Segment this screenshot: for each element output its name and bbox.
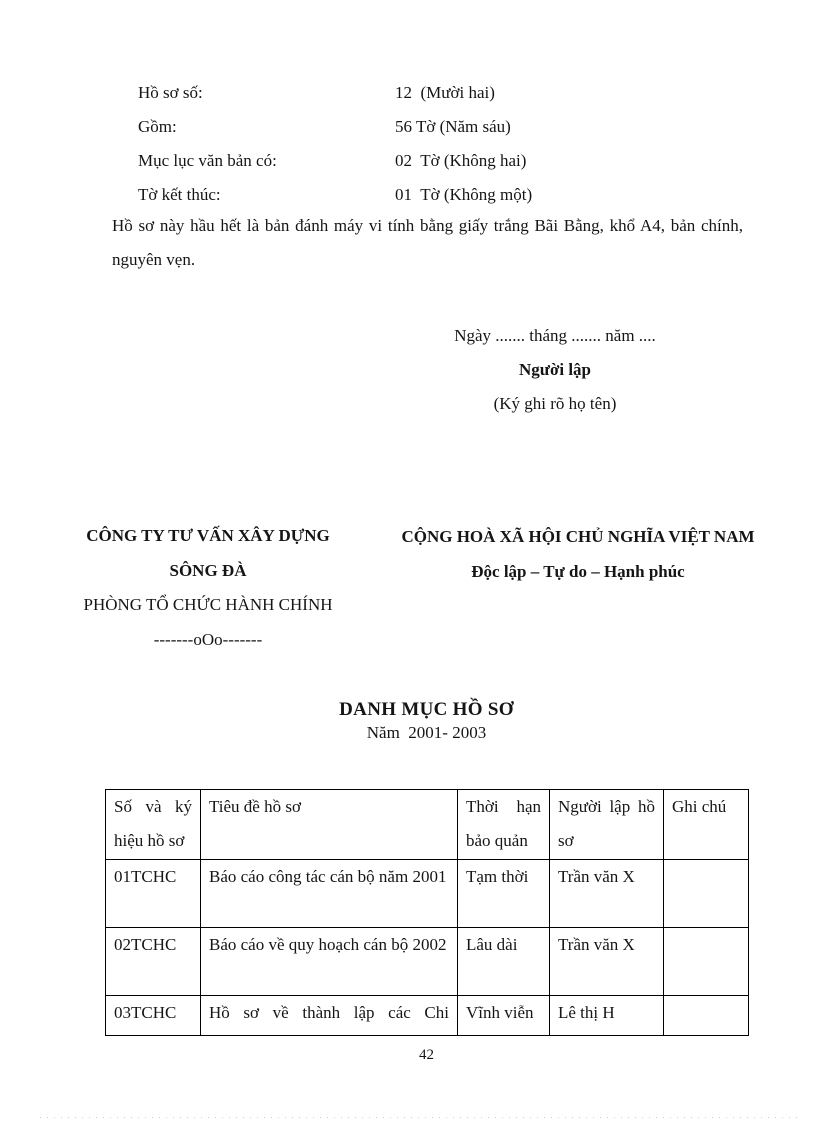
files-table <box>105 789 749 1036</box>
cell-note <box>664 860 749 928</box>
document-title-block <box>105 697 748 744</box>
cell-creator: Lê thị H <box>550 996 664 1036</box>
document-subtitle: Năm 2001- 2003 <box>366 723 487 742</box>
cell-retention: Lâu dài <box>458 928 550 996</box>
company-name-line2: SÔNG ĐÀ <box>169 560 247 580</box>
cell-creator: Trần văn X <box>550 928 664 996</box>
national-title: CỘNG HOÀ XÃ HỘI CHỦ NGHĨA VIỆT NAM <box>401 527 755 546</box>
letterhead-company <box>64 519 352 657</box>
file-info-label: Mục lục văn bản có: <box>138 151 277 170</box>
table-row <box>106 860 749 928</box>
file-info-value: 56 Tờ (Năm sáu) <box>395 117 511 136</box>
header-note: Ghi chú <box>664 790 749 860</box>
file-info-row <box>138 178 532 212</box>
header-title: Tiêu đề hồ sơ <box>201 790 458 860</box>
note-paragraph: Hồ sơ này hầu hết là bản đánh máy vi tính bằng giấy trắng Bãi Bằng, khổ A4, bản chính, nguyên vẹn. <box>112 216 743 269</box>
company-name-line1: CÔNG TY TƯ VẤN XÂY DỰNG <box>86 526 330 545</box>
cell-code: 03TCHC <box>106 996 201 1036</box>
file-info-label: Tờ kết thúc: <box>138 185 221 204</box>
header-code: Số và ký hiệu hồ sơ <box>106 790 201 860</box>
date-line: Ngày ....... tháng ....... năm .... <box>454 326 656 345</box>
cell-creator: Trần văn X <box>550 860 664 928</box>
file-info-row <box>138 76 532 110</box>
document-title: DANH MỤC HỒ SƠ <box>339 699 514 720</box>
file-info-list <box>138 76 532 212</box>
cell-title: Hồ sơ về thành lập các Chi <box>201 996 458 1036</box>
signature-block <box>390 319 720 421</box>
file-info-value: 01 Tờ (Không một) <box>395 185 533 204</box>
table-header-row <box>106 790 749 860</box>
file-info-row <box>138 110 532 144</box>
cell-code: 01TCHC <box>106 860 201 928</box>
file-info-value: 12 (Mười hai) <box>395 83 495 102</box>
cell-retention: Tạm thời <box>458 860 550 928</box>
file-info-label: Hồ sơ số: <box>138 83 203 102</box>
table-row <box>106 928 749 996</box>
ooo-separator: -------oOo------- <box>153 629 263 649</box>
signer-note: (Ký ghi rõ họ tên) <box>493 394 617 413</box>
page-number: 42 <box>419 1047 434 1063</box>
header-creator: Người lập hồ sơ <box>550 790 664 860</box>
cell-retention: Vĩnh viễn <box>458 996 550 1036</box>
file-info-value: 02 Tờ (Không hai) <box>395 151 527 170</box>
file-info-label: Gồm: <box>138 117 177 136</box>
letterhead-national-motto <box>384 519 772 589</box>
department-name: PHÒNG TỔ CHỨC HÀNH CHÍNH <box>83 595 333 614</box>
header-retention: Thời hạn bảo quản <box>458 790 550 860</box>
file-info-row <box>138 144 532 178</box>
table-row <box>106 996 749 1036</box>
cell-note <box>664 996 749 1036</box>
national-motto: Độc lập – Tự do – Hạnh phúc <box>471 562 685 581</box>
cell-title: Báo cáo công tác cán bộ năm 2001 <box>201 860 458 928</box>
signer-title: Người lập <box>518 360 592 379</box>
cell-code: 02TCHC <box>106 928 201 996</box>
cell-title: Báo cáo về quy hoạch cán bộ 2002 <box>201 928 458 996</box>
cell-note <box>664 928 749 996</box>
bottom-dotted-rule <box>40 1117 800 1118</box>
